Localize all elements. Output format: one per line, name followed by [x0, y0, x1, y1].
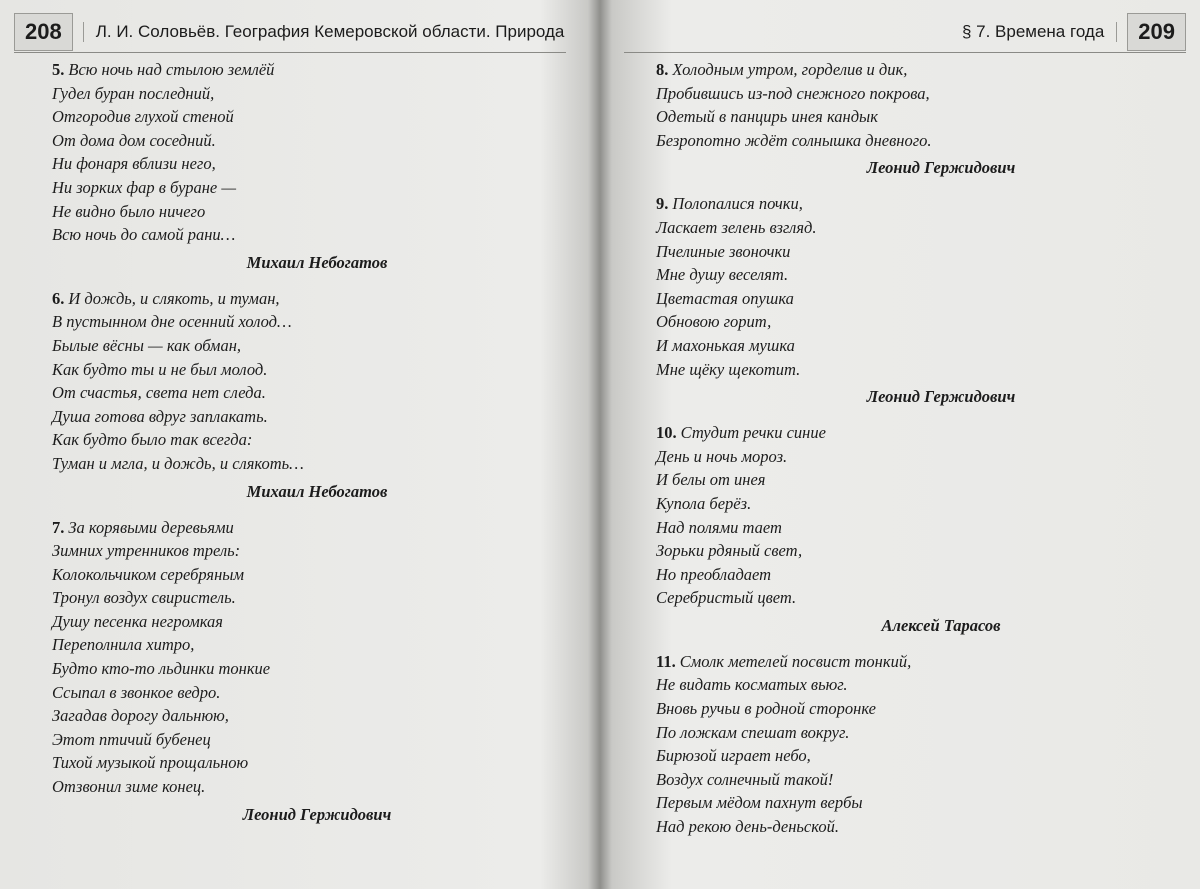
- poem-line: Мне душу веселят.: [656, 265, 789, 285]
- poem-line: И белы от инея: [656, 470, 766, 490]
- poem-line: Как будто было так всегда:: [52, 430, 253, 450]
- poem-line: Туман и мгла, и дождь, и слякоть…: [52, 453, 304, 473]
- poem-9: [656, 192, 1136, 409]
- poem-line: Этот птичий бубенец: [52, 729, 211, 749]
- poem-number: 8.: [656, 60, 669, 79]
- poem-number: 6.: [52, 288, 65, 308]
- poem-line: Одетый в панцирь инея кандык: [656, 107, 878, 127]
- poem-author: Леонид Гержидович: [866, 387, 1016, 407]
- poem-line-text: Смолк метелей посвист тонкий,: [679, 651, 912, 671]
- poem-line: Ссыпал в звонкое ведро.: [52, 682, 221, 702]
- poem-line-text: Полопалися почки,: [672, 194, 803, 214]
- poem-line: Загадав дорогу дальнюю,: [52, 706, 229, 726]
- left-page: [0, 0, 596, 889]
- poem-line: В пустынном дне осенний холод…: [52, 312, 292, 332]
- poem-line: Зорьки рдяный свет,: [656, 541, 803, 561]
- poem-line: Пробившись из-под снежного покрова,: [656, 83, 930, 103]
- poem-line: Ни фонаря вблизи него,: [52, 154, 216, 174]
- running-title: § 7. Времена года: [950, 22, 1117, 42]
- poem-line: Тихой музыкой прощальною: [52, 753, 249, 773]
- poem-line-text: Студит речки синие: [680, 423, 826, 443]
- right-poem-column: [656, 58, 1136, 851]
- poem-line: От счастья, света нет следа.: [52, 383, 266, 403]
- right-page: [604, 0, 1200, 889]
- poem-number: 5.: [52, 60, 65, 79]
- poem-line: Но преобладает: [656, 564, 772, 584]
- poem-line: Ласкает зелень взгляд.: [656, 217, 817, 237]
- poem-line: [52, 58, 532, 82]
- poem-number: 10.: [656, 423, 677, 443]
- poem-line-text: Всю ночь над стылою землёй: [68, 60, 275, 79]
- poem-line: Былые вёсны — как обман,: [52, 335, 242, 355]
- left-page-header: [14, 12, 576, 52]
- poem-line: Вновь ручьи в родной сторонке: [656, 699, 876, 719]
- poem-line: [656, 58, 1136, 82]
- poem-number: 7.: [52, 517, 65, 537]
- poem-line: Над полями тает: [656, 517, 782, 537]
- page-number: 209: [1127, 13, 1186, 51]
- poem-line: Пчелиные звоночки: [656, 241, 791, 261]
- poem-line: Отзвонил зиме конец.: [52, 777, 206, 797]
- poem-line: Зимних утренников трель:: [52, 541, 241, 561]
- poem-number: 11.: [656, 651, 676, 671]
- poem-line: Колокольчиком серебряным: [52, 564, 244, 584]
- poem-author: Михаил Небогатов: [246, 481, 388, 501]
- left-poem-column: [52, 58, 532, 839]
- header-rule: [624, 52, 1186, 53]
- running-title: Л. И. Соловьёв. География Кемеровской области. Природа: [83, 22, 577, 42]
- poem-line: Над рекою день-деньской.: [656, 817, 839, 837]
- poem-line: [52, 287, 532, 311]
- poem-line: День и ночь мороз.: [656, 446, 788, 466]
- poem-author: Алексей Тарасов: [881, 615, 1001, 635]
- poem-line: [52, 516, 532, 540]
- poem-author: Леонид Гержидович: [866, 158, 1016, 178]
- poem-line: Гудел буран последний,: [52, 83, 215, 103]
- poem-line: [656, 650, 1136, 674]
- poem-5: [52, 58, 532, 275]
- poem-11: [656, 650, 1136, 839]
- poem-line: От дома дом соседний.: [52, 130, 216, 150]
- poem-line: Серебристый цвет.: [656, 588, 797, 608]
- poem-line: Безропотно ждёт солнышка дневного.: [656, 130, 932, 150]
- poem-line: Душа готова вдруг заплакать.: [52, 406, 268, 426]
- poem-line: Не видать косматых вьюг.: [656, 675, 848, 695]
- poem-line: Воздух солнечный такой!: [656, 769, 834, 789]
- poem-line: Всю ночь до самой рани…: [52, 225, 236, 245]
- poem-line: Переполнила хитро,: [52, 635, 195, 655]
- poem-line: Ни зорких фар в буране —: [52, 177, 237, 197]
- poem-line: Как будто ты и не был молод.: [52, 359, 268, 379]
- poem-7: [52, 516, 532, 827]
- poem-line: Мне щёку щекотит.: [656, 359, 801, 379]
- poem-6: [52, 287, 532, 504]
- poem-line: [656, 421, 1136, 445]
- poem-line: Первым мёдом пахнут вербы: [656, 793, 863, 813]
- poem-line: Цветастая опушка: [656, 288, 794, 308]
- poem-line: Душу песенка негромкая: [52, 611, 223, 631]
- poem-line: Тронул воздух свиристель.: [52, 588, 236, 608]
- poem-10: [656, 421, 1136, 638]
- poem-line: [656, 192, 1136, 216]
- poem-line: Отгородив глухой стеной: [52, 107, 234, 127]
- poem-line: Обновою горит,: [656, 312, 772, 332]
- poem-line: Купола берёз.: [656, 493, 752, 513]
- poem-line: По ложкам спешат вокруг.: [656, 722, 850, 742]
- poem-line-text: И дождь, и слякоть, и туман,: [68, 288, 280, 308]
- page-number: 208: [14, 13, 73, 51]
- poem-line: Будто кто-то льдинки тонкие: [52, 659, 271, 679]
- poem-line: И махонькая мушка: [656, 335, 795, 355]
- poem-line-text: Холодным утром, горделив и дик,: [672, 60, 908, 79]
- right-page-header: [614, 12, 1186, 52]
- header-rule: [14, 52, 566, 53]
- poem-8: [656, 58, 1136, 180]
- poem-author: Михаил Небогатов: [246, 252, 388, 272]
- poem-line: Не видно было ничего: [52, 201, 206, 221]
- poem-author: Леонид Гержидович: [242, 804, 392, 824]
- poem-number: 9.: [656, 194, 669, 214]
- poem-line: Бирюзой играет небо,: [656, 746, 811, 766]
- poem-line-text: За корявыми деревьями: [68, 517, 234, 537]
